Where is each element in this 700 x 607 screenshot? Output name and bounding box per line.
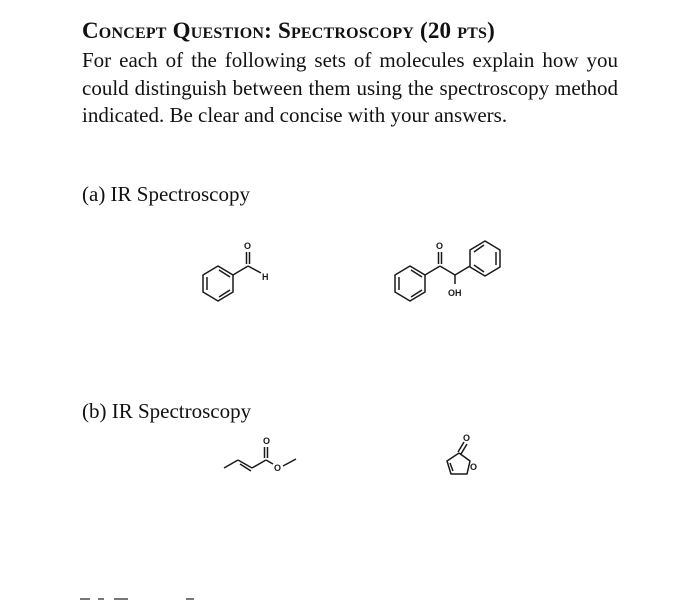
part-b-label: (b) IR Spectroscopy bbox=[82, 399, 252, 423]
part-a-label: (a) IR Spectroscopy bbox=[82, 182, 250, 206]
question-instructions: For each of the following sets of molecules explain how you could distinguish between them using the spectroscopy method indicated. Be clear and concise with your answers. bbox=[82, 48, 618, 127]
atom-label: O bbox=[463, 433, 471, 443]
atom-label: H bbox=[262, 272, 269, 282]
question-title: Concept Question: Spectroscopy (20 pts) bbox=[82, 18, 496, 43]
molecule-benzoin bbox=[382, 228, 507, 328]
cut-off-text-line bbox=[80, 598, 200, 607]
atom-label: O bbox=[263, 436, 271, 446]
atom-label: O bbox=[274, 463, 282, 473]
atom-label: OH bbox=[448, 288, 462, 298]
molecule-benzaldehyde bbox=[190, 228, 280, 308]
atom-label: O bbox=[470, 462, 478, 472]
atom-label: O bbox=[244, 241, 252, 251]
molecule-lactone bbox=[440, 430, 500, 490]
atom-label: O bbox=[436, 241, 444, 251]
molecule-unsaturated-ester bbox=[218, 430, 308, 480]
